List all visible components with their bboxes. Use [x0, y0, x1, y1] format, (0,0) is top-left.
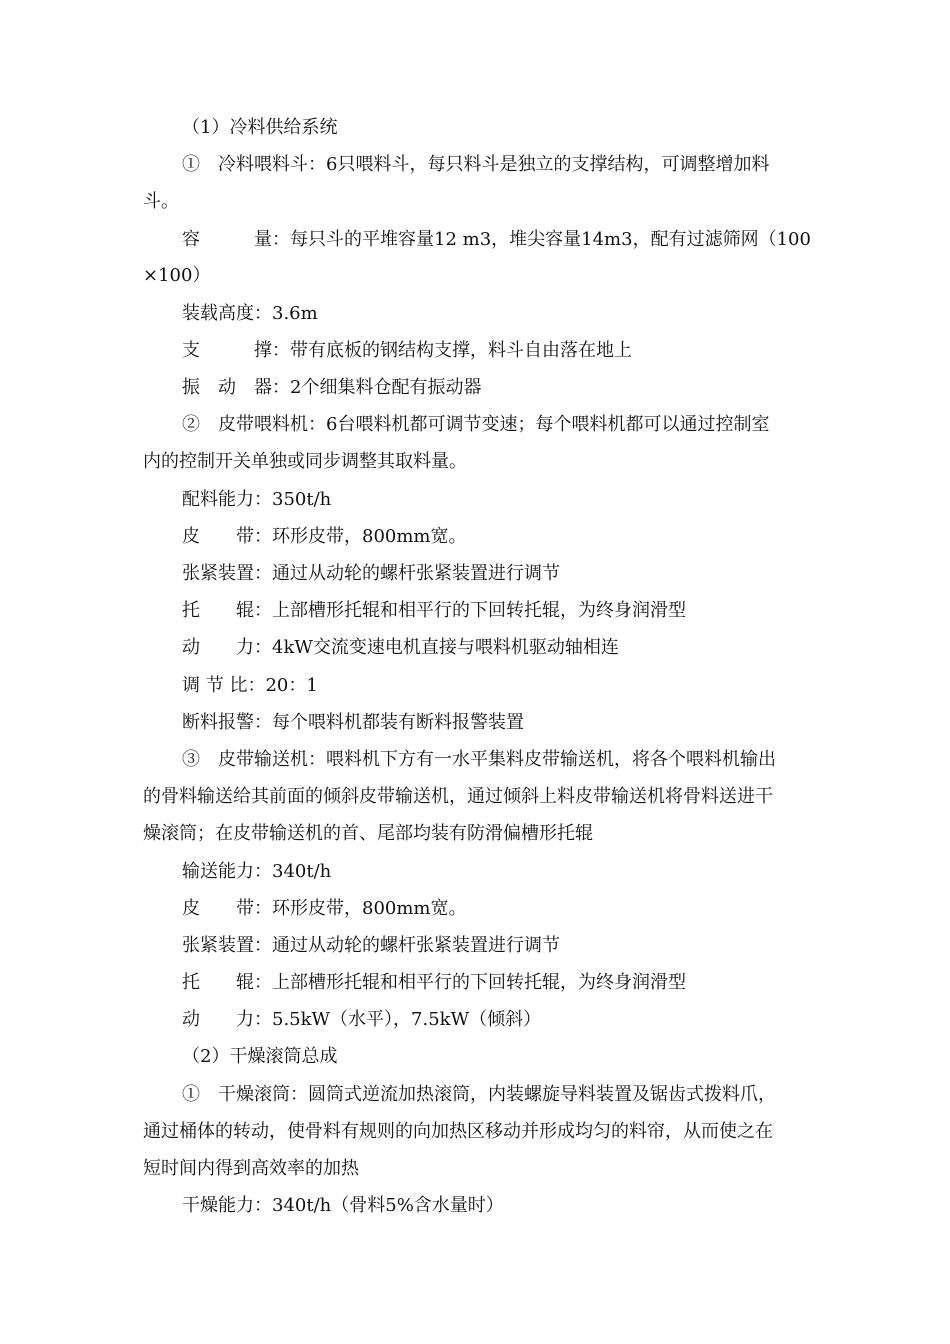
- paragraph-line: 装载高度：3.6m: [182, 303, 318, 324]
- paragraph-line: ② 皮带喂料机：6台喂料机都可调节变速；每个喂料机都可以通过控制室: [182, 414, 770, 435]
- paragraph-line: 燥滚筒；在皮带输送机的首、尾部均装有防滑偏槽形托辊: [143, 823, 593, 844]
- paragraph-line: 干燥能力：340t/h（骨料5%含水量时）: [182, 1195, 504, 1216]
- paragraph-line: 皮 带：环形皮带，800mm宽。: [182, 898, 467, 919]
- paragraph-line: 振 动 器：2个细集料仓配有振动器: [182, 377, 482, 398]
- paragraph-line: 容 量：每只斗的平堆容量12 m3，堆尖容量14m3，配有过滤筛网（100: [182, 229, 811, 250]
- paragraph-line: ③ 皮带输送机：喂料机下方有一水平集料皮带输送机，将各个喂料机输出: [182, 749, 776, 770]
- section-heading-dryer-drum: （2）干燥滚筒总成: [182, 1046, 338, 1067]
- paragraph-line: 输送能力：340t/h: [182, 861, 332, 882]
- paragraph-line: 配料能力：350t/h: [182, 489, 332, 510]
- paragraph-line: 调 节 比：20：1: [182, 675, 318, 696]
- paragraph-line: ① 冷料喂料斗：6只喂料斗，每只料斗是独立的支撑结构，可调整增加料: [182, 154, 770, 175]
- section-heading-cold-feed: （1）冷料供给系统: [182, 117, 338, 138]
- paragraph-line: 皮 带：环形皮带，800mm宽。: [182, 526, 467, 547]
- paragraph-line: 内的控制开关单独或同步调整其取料量。: [143, 451, 467, 472]
- paragraph-line: 托 辊：上部槽形托辊和相平行的下回转托辊，为终身润滑型: [182, 972, 686, 993]
- paragraph-line: 通过桶体的转动，使骨料有规则的向加热区移动并形成均匀的料帘，从而使之在: [143, 1121, 773, 1142]
- paragraph-line: 斗。: [143, 191, 179, 212]
- paragraph-line: 断料报警：每个喂料机都装有断料报警装置: [182, 712, 524, 733]
- paragraph-line: 的骨料输送给其前面的倾斜皮带输送机，通过倾斜上料皮带输送机将骨料送进干: [143, 786, 773, 807]
- paragraph-line: 支 撑：带有底板的钢结构支撑，料斗自由落在地上: [182, 340, 632, 361]
- paragraph-line: 动 力：5.5kW（水平），7.5kW（倾斜）: [182, 1009, 542, 1030]
- paragraph-line: 短时间内得到高效率的加热: [143, 1158, 359, 1179]
- paragraph-line: 动 力：4kW交流变速电机直接与喂料机驱动轴相连: [182, 637, 619, 658]
- paragraph-line: 张紧装置：通过从动轮的螺杆张紧装置进行调节: [182, 935, 560, 956]
- paragraph-line: ① 干燥滚筒：圆筒式逆流加热滚筒，内装螺旋导料装置及锯齿式拨料爪，: [182, 1084, 776, 1105]
- paragraph-line: ×100）: [143, 265, 211, 286]
- paragraph-line: 托 辊：上部槽形托辊和相平行的下回转托辊，为终身润滑型: [182, 600, 686, 621]
- paragraph-line: 张紧装置：通过从动轮的螺杆张紧装置进行调节: [182, 563, 560, 584]
